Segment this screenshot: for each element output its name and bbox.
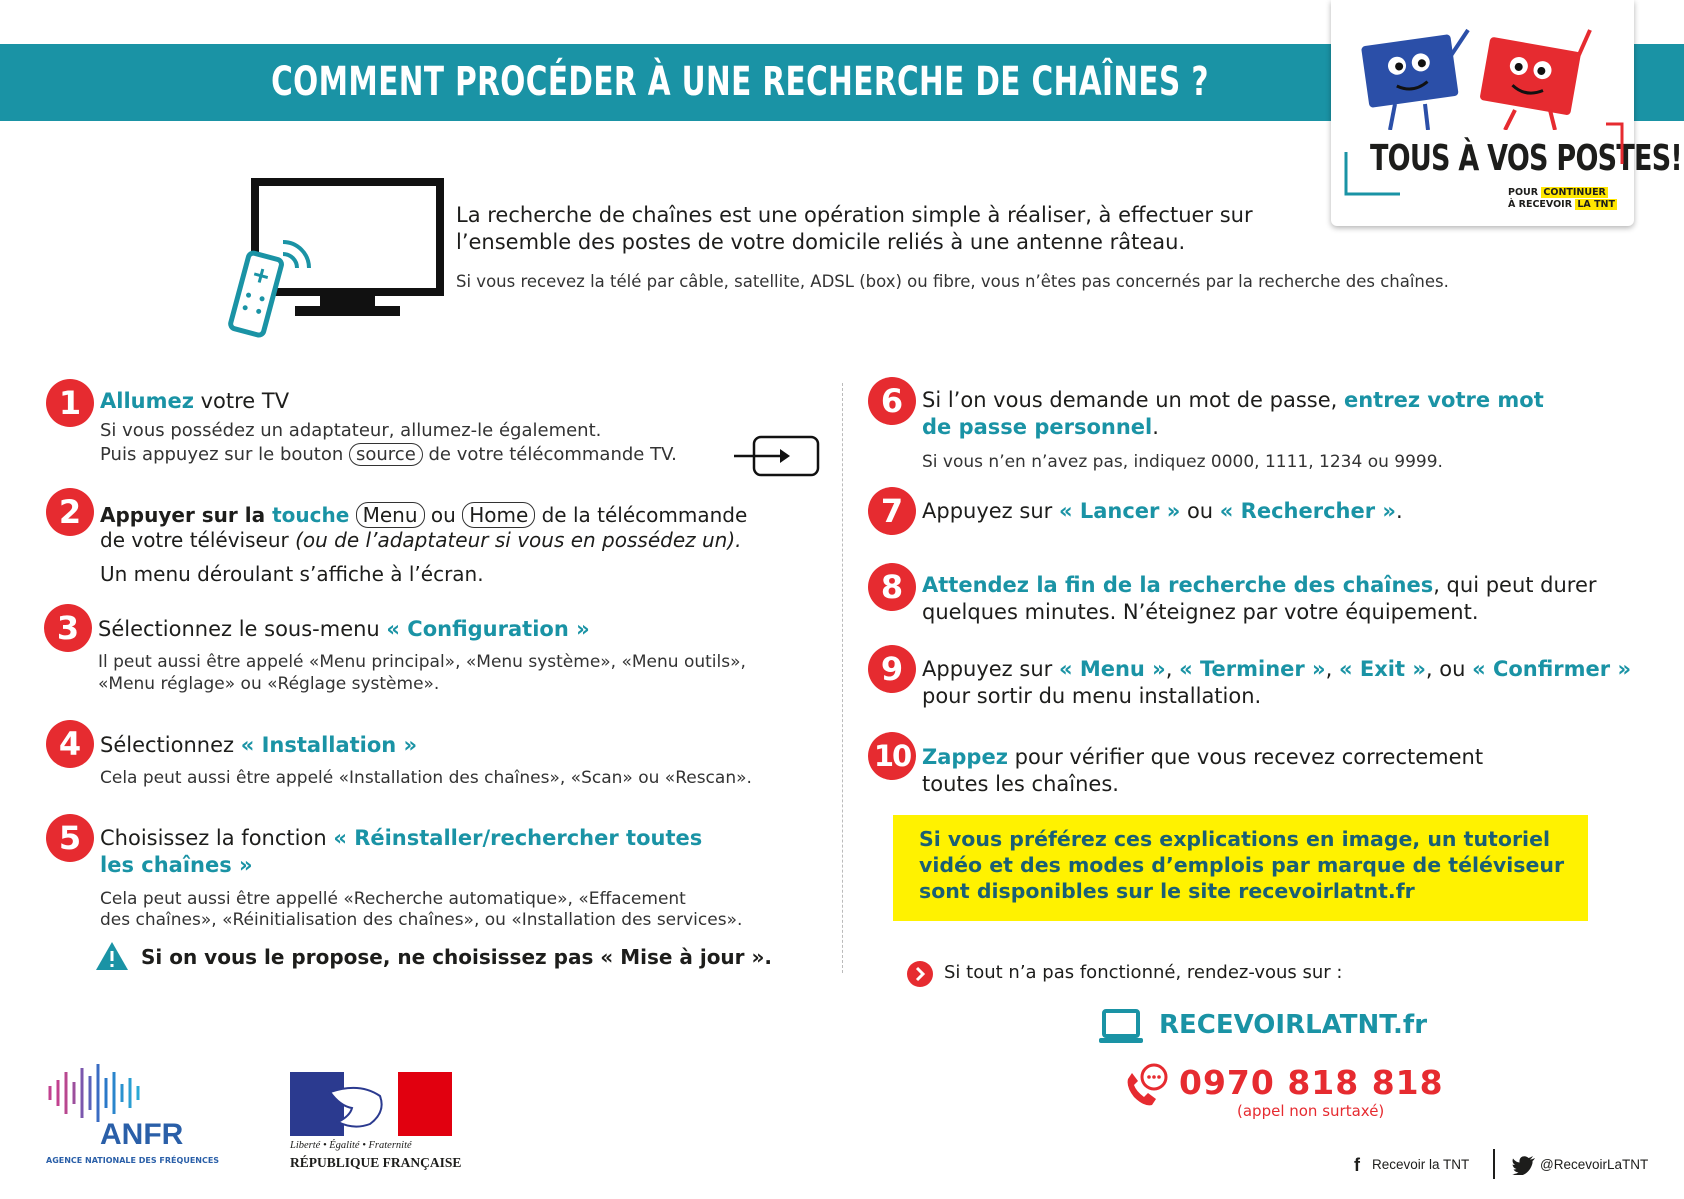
phone-icon: [1122, 1061, 1170, 1109]
step-2-line-2: de votre téléviseur (ou de l’adaptateur si vous en possédez un).: [100, 528, 742, 552]
twitter-link[interactable]: @RecevoirLaTNT: [1540, 1157, 1649, 1172]
step-2-text: Un menu déroulant s’affiche à l’écran.: [100, 562, 484, 586]
phone-note: (appel non surtaxé): [1237, 1102, 1385, 1120]
step-9-heading-2: pour sortir du menu installation.: [922, 684, 1262, 708]
step-8-heading-2: quelques minutes. N’éteignez par votre équipement.: [922, 600, 1479, 624]
logo-subtitle: POUR CONTINUER À RECEVOIR LA TNT: [1508, 187, 1615, 210]
step-9-number: 9: [868, 645, 916, 693]
anfr-name: ANFR: [100, 1118, 184, 1151]
step-6-heading: Si l’on vous demande un mot de passe, entrez votre mot: [922, 388, 1544, 412]
step-6-number: 6: [868, 377, 916, 425]
step-1-text-2: Puis appuyez sur le bouton source de votre télécommande TV.: [100, 444, 677, 465]
warning-icon: [94, 940, 130, 972]
step-9-heading: Appuyez sur « Menu », « Terminer », « Exit », ou « Confirmer »: [922, 657, 1632, 681]
step-6-heading-2: de passe personnel.: [922, 415, 1159, 439]
step-5-text-2: des chaînes», «Réinitialisation des chaînes», ou «Installation des services».: [100, 910, 743, 930]
step-4-text: Cela peut aussi être appelé «Installation des chaînes», «Scan» ou «Rescan».: [100, 768, 752, 788]
republique-motto: Liberté • Égalité • Fraternité: [290, 1140, 412, 1151]
facebook-link[interactable]: Recevoir la TNT: [1372, 1157, 1470, 1172]
logo-bracket-right: [1604, 120, 1626, 170]
step-5-heading: Choisissez la fonction « Réinstaller/rechercher toutes: [100, 826, 703, 850]
phone-number[interactable]: 0970 818 818: [1179, 1063, 1444, 1102]
republique-name: RÉPUBLIQUE FRANÇAISE: [290, 1155, 462, 1170]
fallback-text: Si tout n’a pas fonctionné, rendez-vous sur :: [944, 962, 1343, 983]
source-input-icon: [732, 434, 822, 478]
step-10-heading-2: toutes les chaînes.: [922, 772, 1119, 796]
step-4-number: 4: [46, 720, 94, 768]
step-3-number: 3: [44, 604, 92, 652]
step-4-heading: Sélectionnez « Installation »: [100, 733, 418, 757]
step-8-number: 8: [868, 563, 916, 611]
source-button-label: source: [349, 443, 423, 466]
step-1-number: 1: [46, 379, 94, 427]
logo-bracket: [1340, 150, 1402, 200]
laptop-icon: [1098, 1008, 1144, 1046]
step-2-heading: Appuyer sur la touche Menu ou Home de la télécommande: [100, 503, 748, 527]
tv-remote-icon: [225, 176, 450, 341]
step-8-heading: Attendez la fin de la recherche des chaînes, qui peut durer: [922, 573, 1597, 597]
intro-text: La recherche de chaînes est une opération simple à réaliser, à effectuer sur l’ensemble des postes de votre domicile reliés à une antenne râteau.: [456, 203, 1253, 254]
mascots-illustration: [1350, 12, 1610, 130]
step-6-text: Si vous n’en n’avez pas, indiquez 0000, 1111, 1234 ou 9999.: [922, 452, 1443, 472]
social-separator: [1493, 1149, 1495, 1179]
step-2-number: 2: [46, 488, 94, 536]
step-7-heading: Appuyez sur « Lancer » ou « Rechercher ».: [922, 499, 1403, 523]
twitter-icon: [1512, 1155, 1536, 1175]
facebook-icon: f: [1354, 1155, 1360, 1175]
page-title: COMMENT PROCÉDER À UNE RECHERCHE DE CHAÎNES ?: [271, 59, 1209, 105]
step-3-heading: Sélectionnez le sous-menu « Configuration »: [98, 617, 590, 641]
logo-title: TOUS À VOS POSTES!: [1370, 138, 1682, 179]
step-3-text-2: «Menu réglage» ou «Réglage système».: [98, 674, 440, 694]
column-divider: [842, 383, 843, 973]
intro-note: Si vous recevez la télé par câble, satellite, ADSL (box) ou fibre, vous n’êtes pas concernés par la recherche des chaînes.: [456, 272, 1449, 291]
step-5-heading-2: les chaînes »: [100, 853, 253, 877]
chevron-right-icon: [906, 960, 934, 988]
step-10-heading: Zappez pour vérifier que vous recevez correctement: [922, 745, 1484, 769]
step-10-number: 10: [868, 732, 916, 780]
tutorial-callout-text: Si vous préférez ces explications en image, un tutoriel vidéo et des modes d’emplois par marque de téléviseur sont disponibles sur le site recevoirlatnt.fr: [919, 827, 1565, 903]
step-7-number: 7: [868, 487, 916, 535]
step-5-number: 5: [46, 814, 94, 862]
anfr-subtitle: AGENCE NATIONALE DES FRÉQUENCES: [46, 1156, 220, 1165]
marianne-logo: [290, 1072, 452, 1136]
step-5-text: Cela peut aussi être appellé «Recherche automatique», «Effacement: [100, 889, 686, 909]
step-1-text: Si vous possédez un adaptateur, allumez-le également.: [100, 420, 602, 441]
website-link[interactable]: RECEVOIRLATNT.fr: [1159, 1010, 1428, 1040]
step-1-heading: Allumez votre TV: [100, 389, 290, 413]
step-3-text: Il peut aussi être appelé «Menu principal», «Menu système», «Menu outils»,: [98, 652, 746, 672]
step-5-warning: Si on vous le propose, ne choisissez pas « Mise à jour ».: [141, 945, 773, 969]
anfr-soundwave-icon: [46, 1062, 146, 1124]
